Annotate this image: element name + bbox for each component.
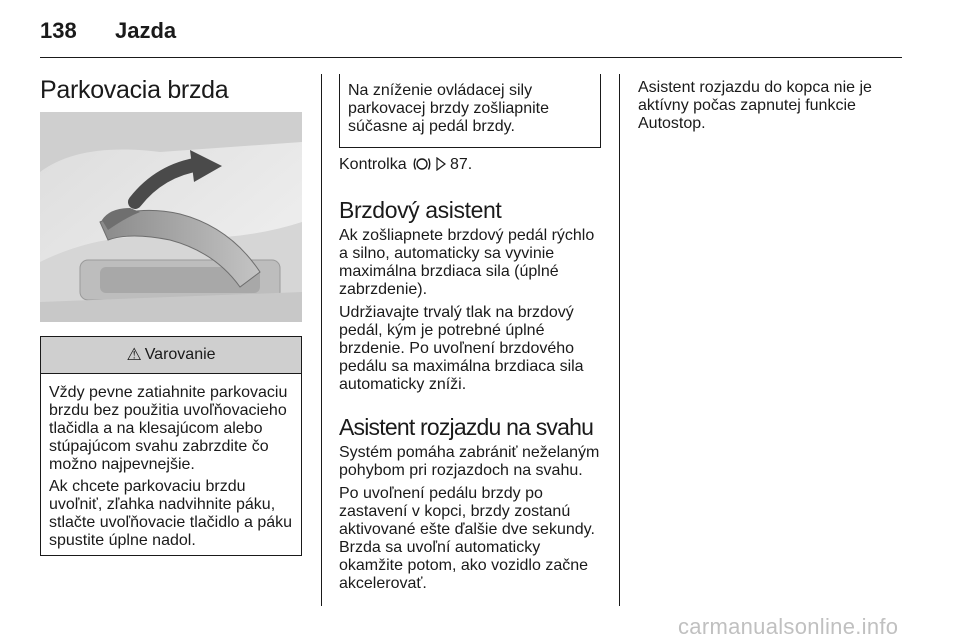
section-title-brake-assist: Brzdový asistent xyxy=(339,197,502,223)
hill-start-paragraph-2: Po uvoľnení pedálu brzdy po zastavení v kopci, brzdy zostanú aktivované ešte ďalšie dve sekundy. Brzda sa uvoľní automaticky okamžite potom, ako vozidlo začne akcelerovať. xyxy=(339,485,595,592)
warning-label: Varovanie xyxy=(144,346,216,363)
indicator-label: Kontrolka xyxy=(339,156,407,173)
indicator-reference xyxy=(339,156,472,177)
chapter-title: Jazda xyxy=(115,18,177,43)
note-box xyxy=(339,74,601,148)
column3-paragraph: Asistent rozjazdu do kopca nie je aktívny počas zapnutej funkcie Autostop. xyxy=(638,79,872,132)
indicator-page: 87. xyxy=(449,156,473,173)
brake-assist-paragraph-2: Udržiavajte trvalý tlak na brzdový pedál, kým je potrebné úplné brzdenie. Po uvoľnení brzdového pedálu sa maximálna brzdiaca sila automaticky zníži. xyxy=(339,304,584,393)
warning-paragraph-1: Vždy pevne zatiahnite parkovaciu brzdu bez použitia uvoľňovacieho tlačidla a na klesajúcom alebo stúpajúcom svahu zabrzdite čo možno najpevnejšie. xyxy=(49,384,288,473)
hill-start-paragraph-1: Systém pomáha zabrániť neželaným pohybom pri rozjazdoch na svahu. xyxy=(339,444,600,479)
brake-assist-paragraph-1: Ak zošliapnete brzdový pedál rýchlo a silno, automaticky sa vyvinie maximálna brzdiaca sila (úplné zabrzdenie). xyxy=(339,227,595,298)
watermark: carmanualsonline.info xyxy=(678,614,899,639)
warning-body xyxy=(41,374,301,550)
warning-header xyxy=(41,336,301,374)
brake-indicator-icon xyxy=(413,156,431,177)
warning-box xyxy=(40,336,302,556)
section-title-parking-brake: Parkovacia brzda xyxy=(40,76,229,104)
page-number: 138 xyxy=(40,18,77,43)
header-rule xyxy=(40,57,902,58)
section-title-hill-start-assist: Asistent rozjazdu na svahu xyxy=(339,414,594,440)
page-reference-icon xyxy=(436,157,446,176)
parking-brake-drawing xyxy=(40,112,302,322)
parking-brake-illustration xyxy=(40,112,302,322)
warning-triangle-icon: ⚠ xyxy=(126,345,142,364)
column-divider-2 xyxy=(619,74,620,606)
warning-paragraph-2: Ak chcete parkovaciu brzdu uvoľniť, zľahka nadvihnite páku, stlačte uvoľňovacie tlačidlo a páku spustite úplne nadol. xyxy=(49,478,293,549)
column-divider-1 xyxy=(321,74,322,606)
note-text: Na zníženie ovládacej sily parkovacej brzdy zošliapnite súčasne aj pedál brzdy. xyxy=(348,82,549,135)
